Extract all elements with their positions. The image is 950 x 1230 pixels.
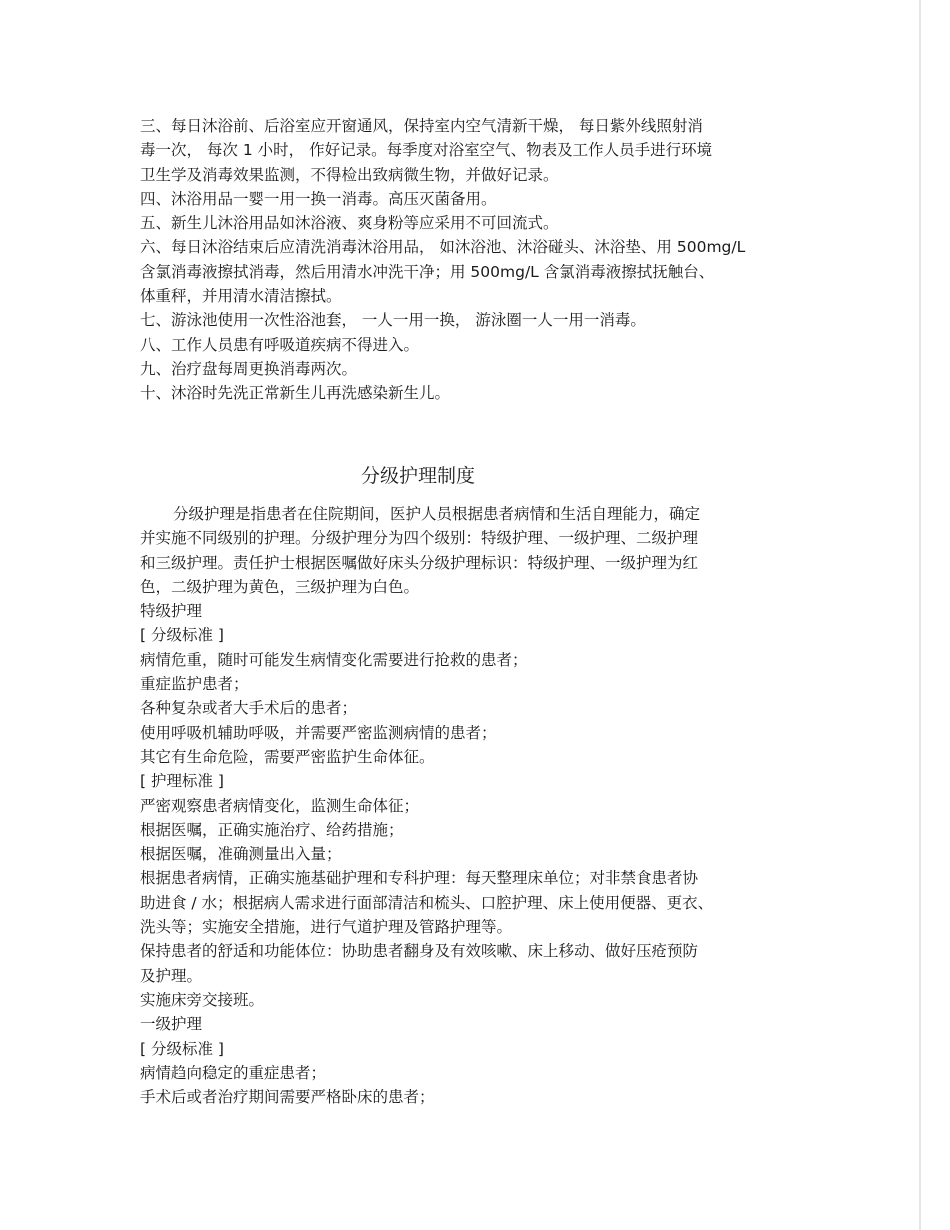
- text-line: 五、新生儿沐浴用品如沐浴液、爽身粉等应采用不可回流式。: [140, 214, 559, 233]
- subheading: 一级护理: [140, 1015, 203, 1034]
- bracket-label: [ 分级标准 ]: [140, 626, 224, 645]
- text-line: 卫生学及消毒效果监测，不得检出致病微生物，并做好记录。: [140, 165, 559, 184]
- text-line: 含氯消毒液擦拭消毒，然后用清水冲洗干净；用 500mg/L 含氯消毒液擦拭抚触台、: [140, 262, 715, 281]
- text-line: 根据医嘱，正确实施治疗、给药措施；: [140, 820, 404, 839]
- section-title: 分级护理制度: [360, 465, 475, 487]
- text-line: 色，二级护理为黄色，三级护理为白色。: [140, 577, 420, 596]
- text-line: 病情危重，随时可能发生病情变化需要进行抢救的患者；: [140, 650, 528, 669]
- text-line: 病情趋向稳定的重症患者；: [140, 1063, 327, 1082]
- text-line: 各种复杂或者大手术后的患者；: [140, 699, 358, 718]
- subheading: 特级护理: [140, 602, 203, 621]
- text-line: 根据医嘱，准确测量出入量；: [140, 845, 342, 864]
- text-line: 和三级护理。责任护士根据医嘱做好床头分级护理标识：特级护理、一级护理为红: [140, 553, 699, 572]
- text-line: 十、沐浴时先洗正常新生儿再洗感染新生儿。: [140, 384, 451, 403]
- hygiene-rules-section: [140, 114, 830, 406]
- text-line: 严密观察患者病情变化，监测生命体征；: [140, 796, 420, 815]
- text-line: 助进食 / 水；根据病人需求进行面部清洁和梳头、口腔护理、床上使用便器、更衣、: [140, 893, 714, 912]
- text-line: 重症监护患者；: [140, 675, 249, 694]
- text-line: 其它有生命危险，需要严密监护生命体征。: [140, 747, 435, 766]
- text-line: 手术后或者治疗期间需要严格卧床的患者；: [140, 1088, 435, 1107]
- text-line: 八、工作人员患有呼吸道疾病不得进入。: [140, 335, 420, 354]
- text-line: 并实施不同级别的护理。分级护理分为四个级别：特级护理、一级护理、二级护理: [140, 529, 699, 548]
- text-line: 根据患者病情，正确实施基础护理和专科护理：每天整理床单位；对非禁食患者协: [140, 869, 699, 888]
- text-line: 七、游泳池使用一次性浴池套， 一人一用一换， 游泳圈一人一用一消毒。: [140, 311, 646, 330]
- text-line: 实施床旁交接班。: [140, 990, 265, 1009]
- page-edge: [919, 0, 921, 1230]
- text-line: 及护理。: [140, 966, 203, 985]
- text-line: 使用呼吸机辅助呼吸，并需要严密监测病情的患者；: [140, 723, 497, 742]
- text-line: 六、每日沐浴结束后应清洗消毒沐浴用品， 如沐浴池、沐浴碰头、沐浴垫、用 500mg/L: [140, 238, 746, 257]
- text-line: 分级护理是指患者在住院期间，医护人员根据患者病情和生活自理能力，确定: [173, 505, 701, 523]
- text-line: 三、每日沐浴前、后浴室应开窗通风，保持室内空气清新干燥， 每日紫外线照射消: [140, 117, 703, 135]
- text-line: 保持患者的舒适和功能体位：协助患者翻身及有效咳嗽、床上移动、做好压疮预防: [140, 942, 699, 961]
- text-line: 体重秤，并用清水清洁擦拭。: [140, 287, 342, 306]
- bracket-label: [ 分级标准 ]: [140, 1039, 224, 1058]
- text-line: 洗头等；实施安全措施，进行气道护理及管路护理等。: [140, 918, 513, 937]
- bracket-label: [ 护理标准 ]: [140, 772, 224, 791]
- text-line: 九、治疗盘每周更换消毒两次。: [140, 359, 358, 378]
- nursing-levels-section: [140, 502, 830, 1109]
- text-line: 毒一次， 每次 1 小时， 作好记录。每季度对浴室空气、物表及工作人员手进行环境: [140, 141, 713, 160]
- text-line: 四、沐浴用品一婴一用一换一消毒。高压灭菌备用。: [140, 189, 497, 208]
